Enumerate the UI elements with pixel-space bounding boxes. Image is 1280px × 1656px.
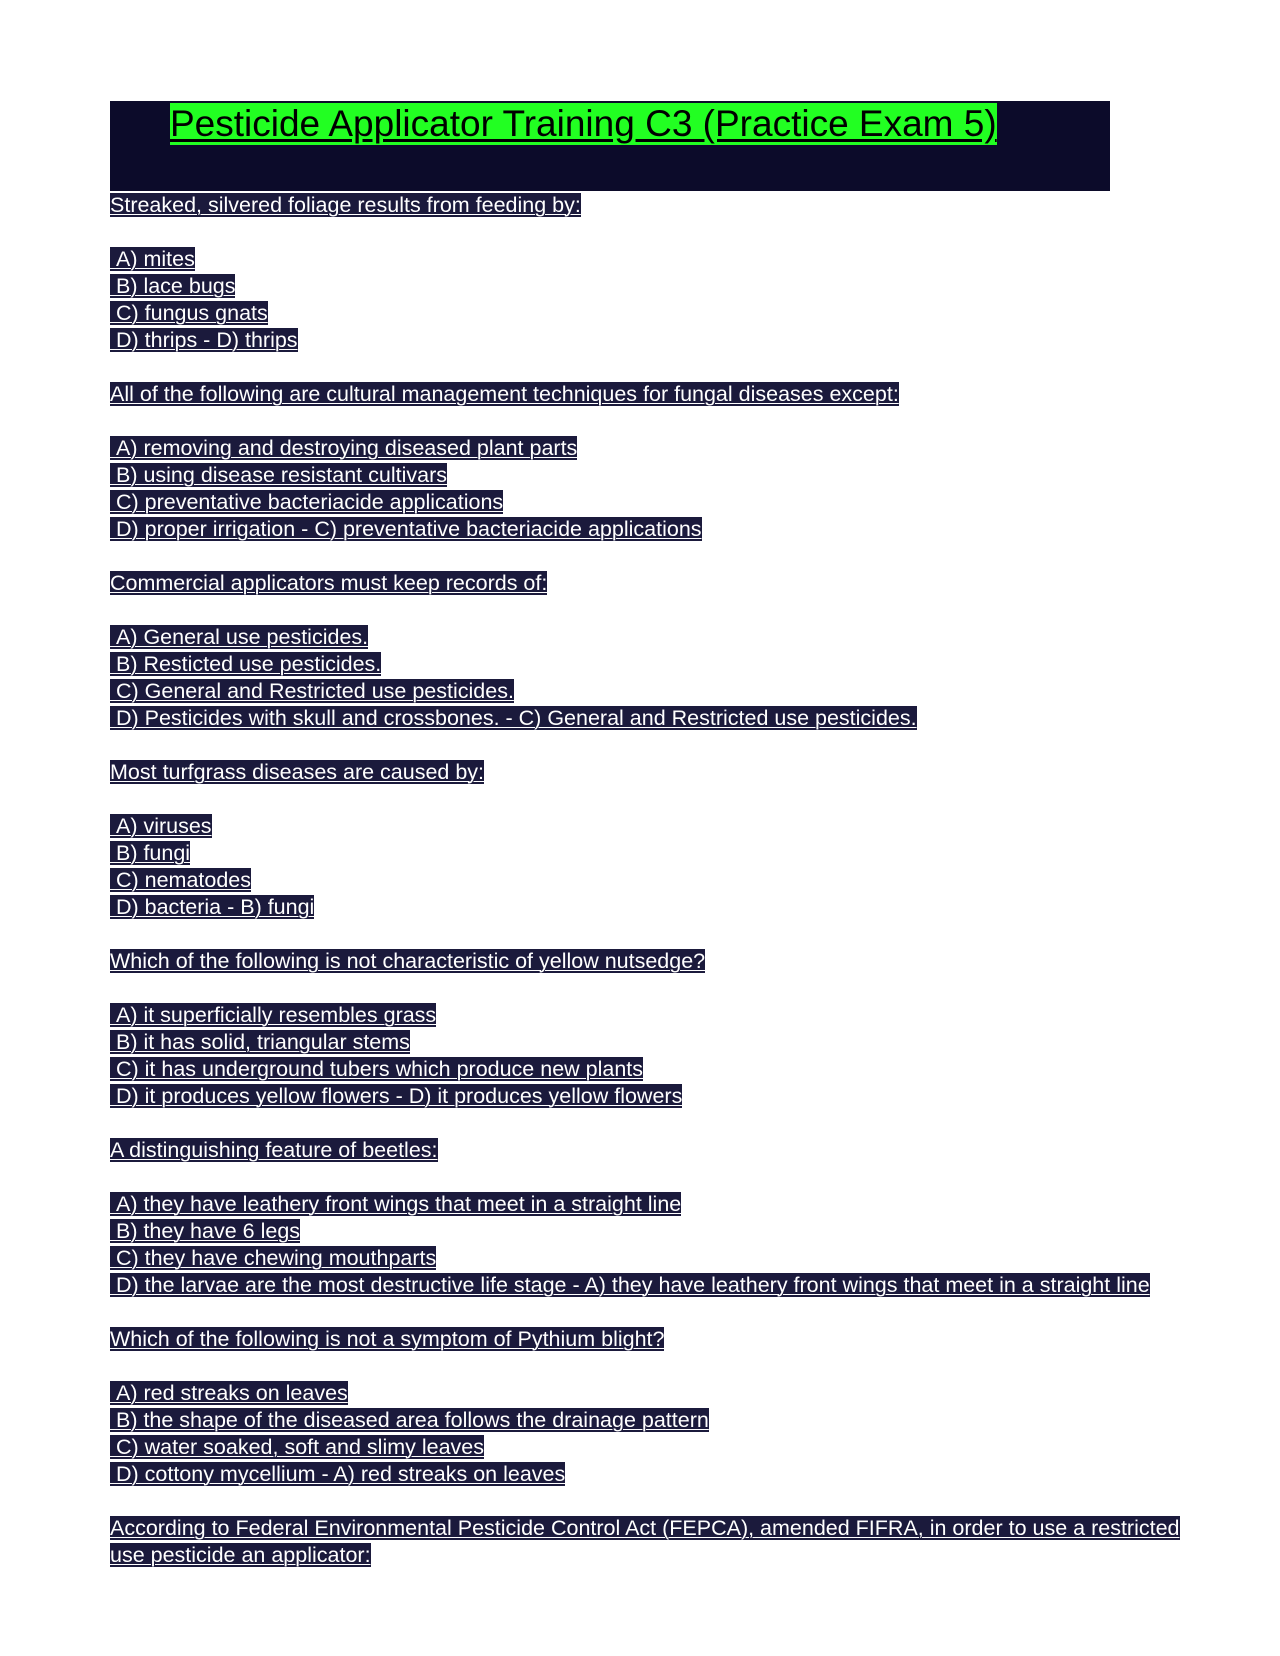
answer-option-label: C) nematodes xyxy=(110,868,252,892)
answer-option xyxy=(110,1029,1180,1056)
answer-option-label: B) using disease resistant cultivars xyxy=(110,463,447,487)
answer-option xyxy=(110,624,1180,651)
question-label: A distinguishing feature of beetles: xyxy=(110,1138,438,1162)
answer-option-label: C) it has underground tubers which produce new plants xyxy=(110,1057,644,1081)
answer-option-label: B) they have 6 legs xyxy=(110,1219,301,1243)
document-title: Pesticide Applicator Training C3 (Practice Exam 5) xyxy=(170,103,997,144)
answer-option xyxy=(110,516,1180,543)
answer-option xyxy=(110,840,1180,867)
answer-option-label: D) cottony mycellium - A) red streaks on leaves xyxy=(110,1462,566,1486)
question-list xyxy=(110,192,1180,1569)
answer-options xyxy=(110,1002,1180,1110)
question-text xyxy=(110,759,1180,786)
answer-options xyxy=(110,246,1180,354)
answer-option-label: D) proper irrigation - C) preventative bacteriacide applications xyxy=(110,517,702,541)
answer-option xyxy=(110,678,1180,705)
title-banner xyxy=(110,101,1110,191)
answer-option-label: A) removing and destroying diseased plant parts xyxy=(110,436,578,460)
answer-options xyxy=(110,624,1180,732)
answer-options xyxy=(110,435,1180,543)
answer-option xyxy=(110,435,1180,462)
answer-option xyxy=(110,327,1180,354)
answer-option-label: B) fungi xyxy=(110,841,191,865)
answer-option-label: D) Pesticides with skull and crossbones. - C) General and Restricted use pesticides. xyxy=(110,706,917,730)
answer-option-label: A) mites xyxy=(110,247,195,271)
answer-option xyxy=(110,867,1180,894)
answer-option-label: A) it superficially resembles grass xyxy=(110,1003,437,1027)
question-text xyxy=(110,381,1180,408)
answer-option xyxy=(110,462,1180,489)
answer-option-label: C) fungus gnats xyxy=(110,301,268,325)
answer-option-label: C) they have chewing mouthparts xyxy=(110,1246,437,1270)
answer-option xyxy=(110,1272,1180,1299)
answer-option-label: D) the larvae are the most destructive life stage - A) they have leathery front wings that meet in a straight line xyxy=(110,1273,1150,1297)
answer-options xyxy=(110,1380,1180,1488)
answer-option xyxy=(110,1407,1180,1434)
document-page xyxy=(110,101,1180,1569)
answer-option-label: C) water soaked, soft and slimy leaves xyxy=(110,1435,485,1459)
question-text xyxy=(110,570,1180,597)
answer-option xyxy=(110,489,1180,516)
answer-option xyxy=(110,813,1180,840)
answer-option-label: A) General use pesticides. xyxy=(110,625,369,649)
answer-option-label: A) red streaks on leaves xyxy=(110,1381,348,1405)
answer-option-label: D) thrips - D) thrips xyxy=(110,328,298,352)
answer-option-label: A) they have leathery front wings that meet in a straight line xyxy=(110,1192,682,1216)
question-label: Most turfgrass diseases are caused by: xyxy=(110,760,485,784)
answer-option xyxy=(110,1380,1180,1407)
answer-option-label: A) viruses xyxy=(110,814,212,838)
question-text xyxy=(110,192,1180,219)
answer-option-label: D) bacteria - B) fungi xyxy=(110,895,315,919)
answer-option-label: B) the shape of the diseased area follows the drainage pattern xyxy=(110,1408,709,1432)
answer-option xyxy=(110,1191,1180,1218)
answer-option xyxy=(110,300,1180,327)
answer-option-label: B) it has solid, triangular stems xyxy=(110,1030,410,1054)
answer-options xyxy=(110,813,1180,921)
question-label: Which of the following is not characteristic of yellow nutsedge? xyxy=(110,949,706,973)
answer-option xyxy=(110,894,1180,921)
answer-option xyxy=(110,1056,1180,1083)
answer-option xyxy=(110,651,1180,678)
answer-option-label: C) preventative bacteriacide applications xyxy=(110,490,504,514)
answer-option xyxy=(110,1083,1180,1110)
answer-option xyxy=(110,273,1180,300)
answer-options xyxy=(110,1191,1180,1299)
question-label: Which of the following is not a symptom of Pythium blight? xyxy=(110,1327,665,1351)
answer-option xyxy=(110,705,1180,732)
question-label: Streaked, silvered foliage results from feeding by: xyxy=(110,193,581,217)
question-label: Commercial applicators must keep records of: xyxy=(110,571,548,595)
question-label: According to Federal Environmental Pesticide Control Act (FEPCA), amended FIFRA, in order to use a restricted use pesticide an applicator: xyxy=(110,1516,1180,1567)
answer-option-label: B) lace bugs xyxy=(110,274,236,298)
answer-option xyxy=(110,1218,1180,1245)
answer-option-label: C) General and Restricted use pesticides. xyxy=(110,679,514,703)
answer-option xyxy=(110,1002,1180,1029)
answer-option xyxy=(110,1434,1180,1461)
answer-option xyxy=(110,1245,1180,1272)
question-text xyxy=(110,948,1180,975)
answer-option-label: D) it produces yellow flowers - D) it produces yellow flowers xyxy=(110,1084,683,1108)
answer-option-label: B) Resticted use pesticides. xyxy=(110,652,382,676)
question-label: All of the following are cultural management techniques for fungal diseases except: xyxy=(110,382,899,406)
question-text xyxy=(110,1326,1180,1353)
answer-option xyxy=(110,246,1180,273)
answer-option xyxy=(110,1461,1180,1488)
question-text xyxy=(110,1515,1180,1569)
question-text xyxy=(110,1137,1180,1164)
